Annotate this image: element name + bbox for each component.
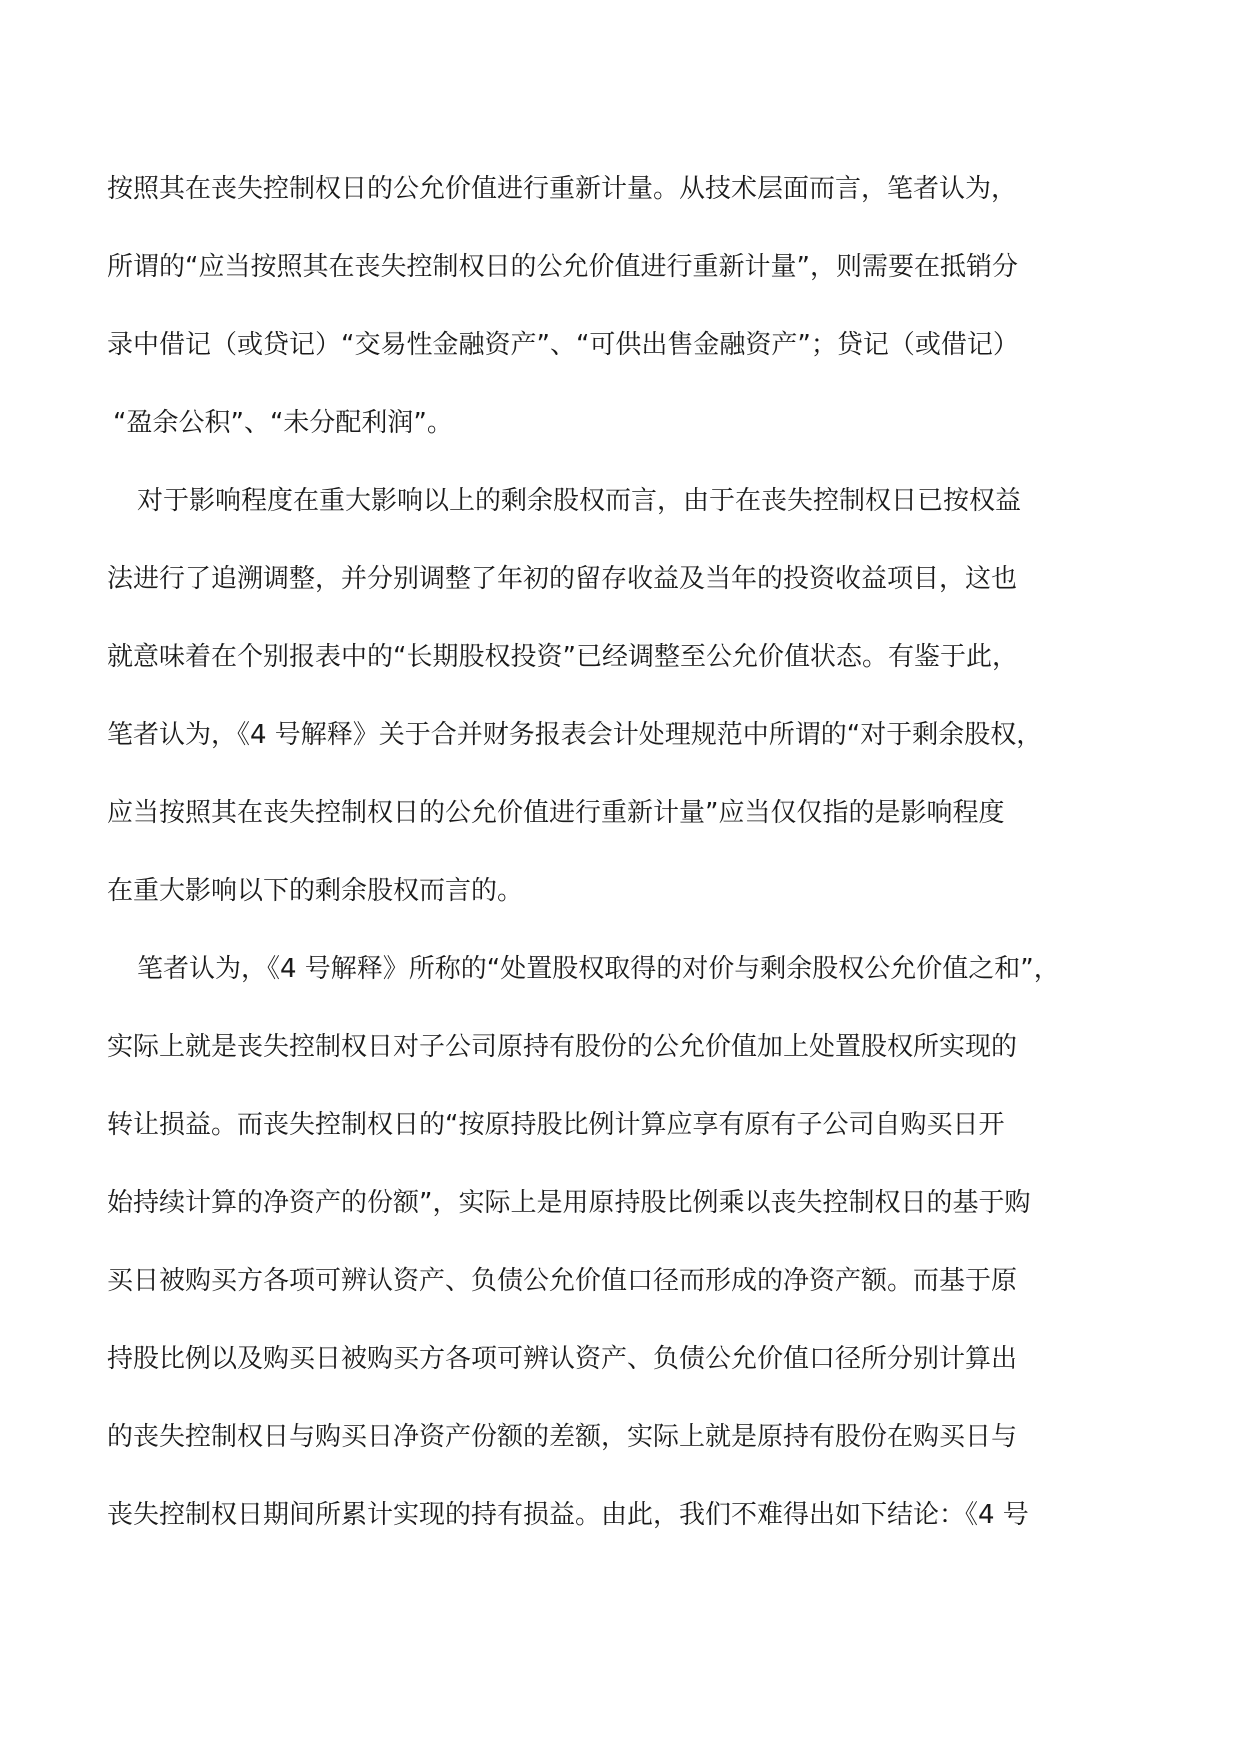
text-line: “盈余公积”、“未分配利润”。 [113,408,453,438]
text-line: 在重大影响以下的剩余股权而言的。 [107,876,524,906]
text-line: 丧失控制权日期间所累计实现的持有损益。由此，我们不难得出如下结论：《4 号 [107,1500,1029,1530]
text-line: 应当按照其在丧失控制权日的公允价值进行重新计量”应当仅仅指的是影响程度 [107,798,1005,828]
text-line: 就意味着在个别报表中的“长期股权投资”已经调整至公允价值状态。有鉴于此， [107,642,1018,672]
text-line: 笔者认为，《4 号解释》关于合并财务报表会计处理规范中所谓的“对于剩余股权， [107,720,1043,750]
text-line: 法进行了追溯调整，并分别调整了年初的留存收益及当年的投资收益项目，这也 [107,564,1018,594]
text-line: 的丧失控制权日与购买日净资产份额的差额，实际上就是原持有股份在购买日与 [107,1422,1018,1452]
body-text [107,164,1137,1568]
text-line: 所谓的“应当按照其在丧失控制权日的公允价值进行重新计量”，则需要在抵销分 [107,252,1018,282]
text-line: 录中借记（或贷记）“交易性金融资产”、“可供出售金融资产”；贷记（或借记） [107,330,1019,360]
paragraph-first-line: 笔者认为，《4 号解释》所称的“处置股权取得的对价与剩余股权公允价值之和”， [137,954,1060,984]
paragraph-first-line: 对于影响程度在重大影响以上的剩余股权而言，由于在丧失控制权日已按权益 [137,486,1022,516]
text-line: 买日被购买方各项可辨认资产、负债公允价值口径而形成的净资产额。而基于原 [107,1266,1018,1296]
text-line: 转让损益。而丧失控制权日的“按原持股比例计算应享有原有子公司自购买日开 [107,1110,1005,1140]
text-line: 按照其在丧失控制权日的公允价值进行重新计量。从技术层面而言，笔者认为， [107,174,1018,204]
text-line: 实际上就是丧失控制权日对子公司原持有股份的公允价值加上处置股权所实现的 [107,1032,1018,1062]
text-line: 始持续计算的净资产的份额”，实际上是用原持股比例乘以丧失控制权日的基于购 [107,1188,1031,1218]
text-line: 持股比例以及购买日被购买方各项可辨认资产、负债公允价值口径所分别计算出 [107,1344,1018,1374]
